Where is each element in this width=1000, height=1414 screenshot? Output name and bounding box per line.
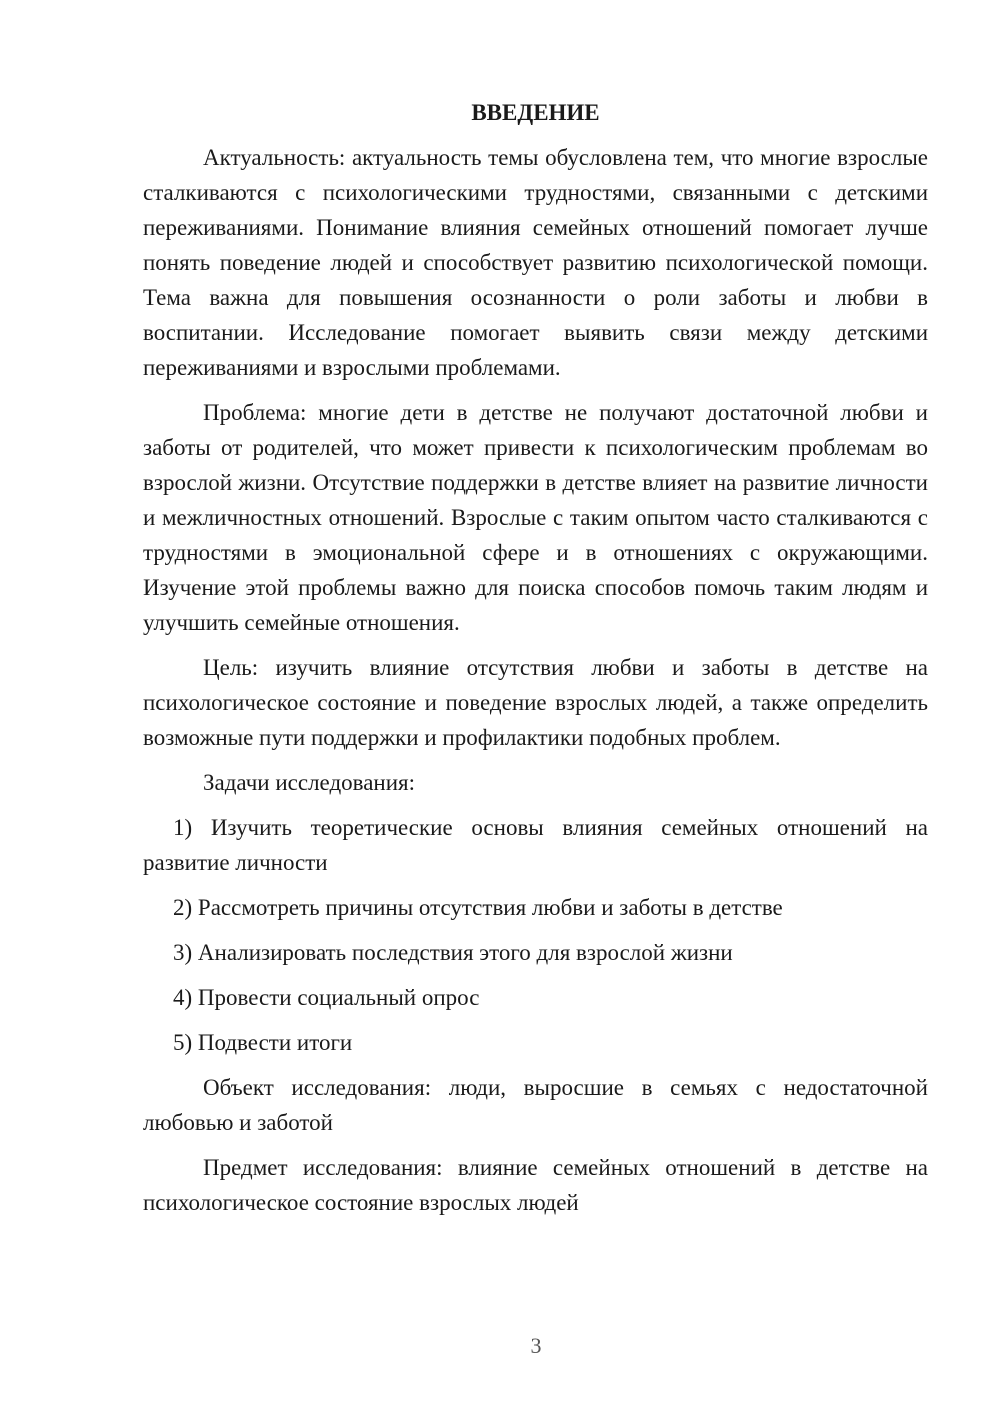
subject-paragraph: Предмет исследования: влияние семейных отношений в детстве на психологическое состояние взрослых людей [143,1155,928,1215]
section-title: ВВЕДЕНИЕ [471,100,600,125]
page-content [143,95,928,1230]
page-number: 3 [530,1333,542,1358]
goal-paragraph: Цель: изучить влияние отсутствия любви и заботы в детстве на психологическое состояние и поведение взрослых людей, а также определить возможные пути поддержки и профилактики подобных проблем. [143,655,928,750]
object-paragraph: Объект исследования: люди, выросшие в семьях с недостаточной любовью и заботой [143,1075,928,1135]
problem-paragraph: Проблема: многие дети в детстве не получают достаточной любви и заботы от родителей, что может привести к психологическим проблемам во взрослой жизни. Отсутствие поддержки в детстве влияет на развитие личности и межличностных отношений. Взрослые с таким опытом часто сталкиваются с трудностями в эмоциональной сфере и в отношениях с окружающими. Изучение этой проблемы важно для поиска способов помочь таким людям и улучшить семейные отношения. [143,400,928,635]
task-item-3: 3) Анализировать последствия этого для взрослой жизни [173,940,733,965]
task-item-5: 5) Подвести итоги [173,1030,353,1055]
task-item-4: 4) Провести социальный опрос [173,985,480,1010]
task-item-1: 1) Изучить теоретические основы влияния семейных отношений на развитие личности [143,815,928,875]
task-item-2: 2) Рассмотреть причины отсутствия любви и заботы в детстве [173,895,783,920]
relevance-paragraph: Актуальность: актуальность темы обусловлена тем, что многие взрослые сталкиваются с психологическими трудностями, связанными с детскими переживаниями. Понимание влияния семейных отношений помогает лучше понять поведение людей и способствует развитию психологической помощи. Тема важна для повышения осознанности о роли заботы и любви в воспитании. Исследование помогает выявить связи между детскими переживаниями и взрослыми проблемами. [143,145,928,380]
tasks-heading: Задачи исследования: [203,770,416,795]
